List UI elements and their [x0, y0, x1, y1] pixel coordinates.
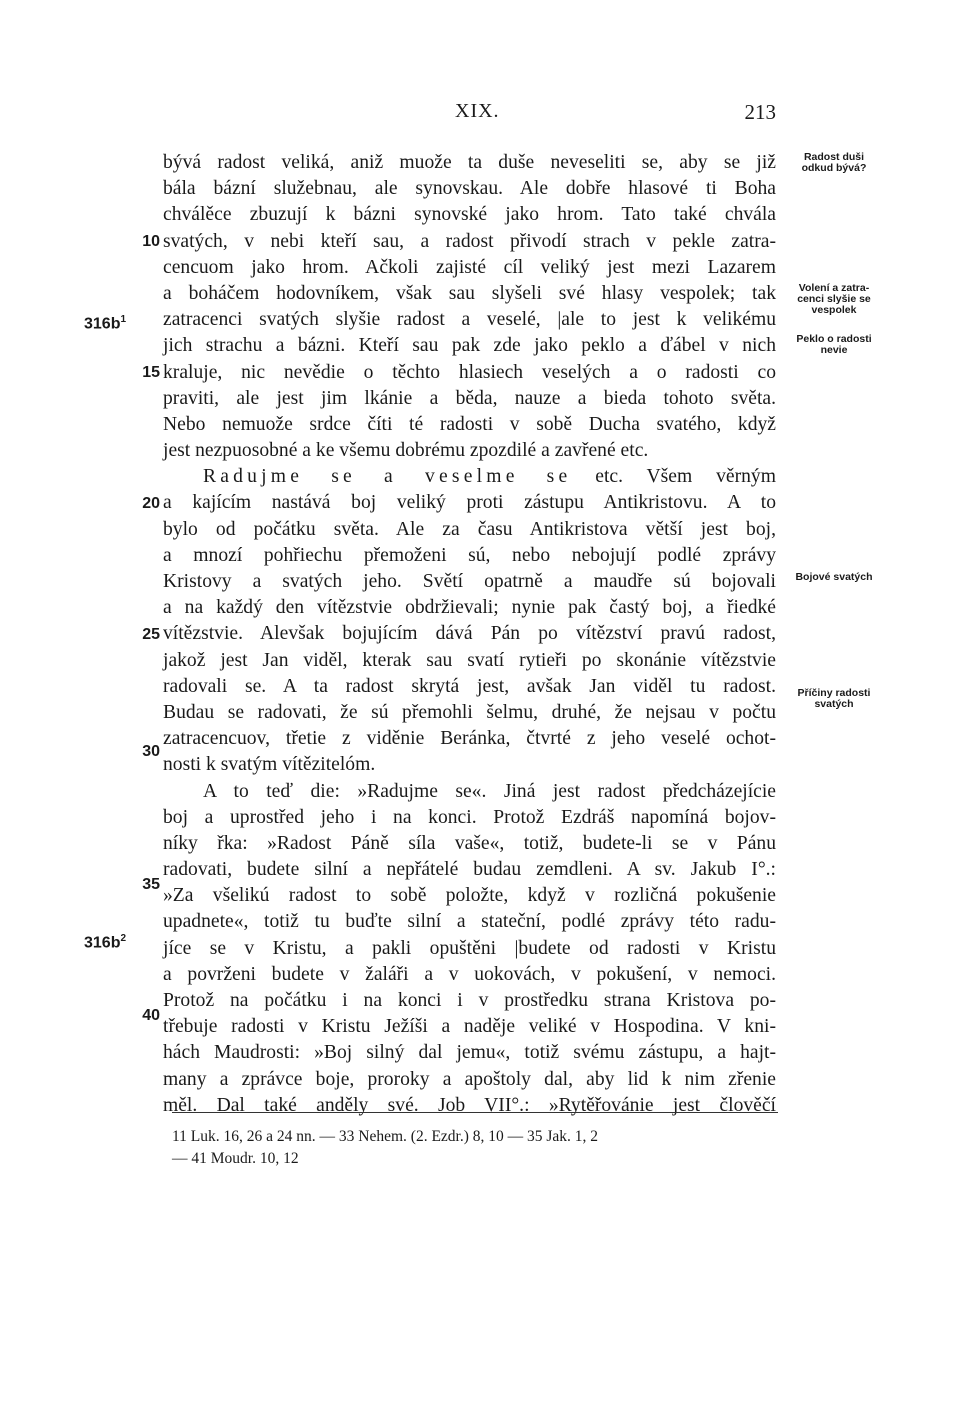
marginal-note: [784, 283, 884, 316]
text-line: many a zprávce boje, proroky a apoštoly dal, aby lid k nim zřenie: [163, 1068, 776, 1090]
text-line: měl. Dal také anděly své. Job VII°.: »Rytěřovánie jest člověčí: [163, 1094, 776, 1116]
text-line: a mnozí pohřiechu přemoženi sú, nebo nebojují podlé zprávy: [163, 544, 776, 566]
line-number: 35: [142, 875, 160, 893]
folio-marker: [84, 307, 126, 338]
folio-label: 316b: [84, 315, 121, 333]
text-line: cencuom jako hrom. Ačkoli zajisté cíl veliký jest mezi Lazarem: [163, 256, 776, 278]
text-line: třebuje radosti v Kristu Ježíši a naděje veliké v Hospodina. V kni-: [163, 1016, 776, 1038]
text-line: zatracenci svatých slyšie radost a veselé, |ale to jest k velikému: [163, 309, 776, 331]
line-number: 15: [142, 363, 160, 381]
marginal-line: Radost duši: [803, 151, 865, 163]
folio-marker: [84, 926, 126, 957]
text-line: radovali se. A ta radost skrytá jest, avšak Jan viděl tu radost.: [163, 675, 776, 697]
footnotes: [172, 1126, 782, 1170]
text-line: a na každý den vítězstvie obdržievali; nynie pak častý boj, a řiedké: [163, 597, 776, 619]
line-number: 30: [142, 742, 160, 760]
text-line: a povrženi budete v žaláři a v uokovách, v pokušení, v nemoci.: [163, 963, 776, 985]
marginal-line: odkud bývá?: [801, 162, 867, 174]
chapter-title: XIX.: [455, 100, 500, 122]
folio-sup: 2: [120, 933, 127, 944]
text-line: radovati, budete silní a nepřátelé budau zemdleni. A sv. Jakub I°.:: [163, 859, 776, 881]
text-line: kraluje, nic nevědie o těchto hlasiech veselých a o radosti co: [163, 361, 776, 383]
text-line: chválěce zbuzují k bázni synovské jako hrom. Tato také chvála: [163, 204, 776, 226]
main-text: [163, 150, 776, 1119]
page-number: 213: [744, 100, 776, 124]
line-number: 25: [142, 625, 160, 643]
text-line: jich strachu a bázni. Kteří sau pak zde jako peklo a ďábel v nich: [163, 335, 776, 357]
text-line: Kristovy a svatých jeho. Světí opatrně a maudře sú bojovali: [163, 571, 776, 592]
text-line: nosti k svatým vítězitelóm.: [163, 754, 376, 776]
marginal-note: [784, 572, 884, 583]
folio-sup: 1: [120, 314, 127, 325]
text-line: praviti, ale jest jim lkánie a běda, nauze a bieda tohoto světa.: [163, 387, 776, 409]
text-line: Budau se radovati, že sú přemohli šelmu, druhé, že nejsau v počtu: [163, 701, 776, 723]
marginal-line: Příčiny radosti: [797, 687, 871, 699]
marginal-note: [784, 334, 884, 356]
text-line: bála bázní služebnau, ale synovskau. Ale dobře hlasové ti Boha: [163, 178, 776, 200]
text-line: boj a uprostřed jeho i na konci. Protož Ezdráš napomíná bojov-: [163, 806, 776, 828]
text-line: »Za všelikú radost to sobě položte, když v rozličná pokušenie: [163, 885, 776, 907]
text-line: Protož na počátku i na konci i v prostředku strana Kristova po-: [163, 990, 776, 1011]
marginal-line: cenci slyšie se: [797, 293, 871, 305]
text-line: hách Maudrosti: »Boj silný dal jemu«, totiž svému zástupu, a hajt-: [163, 1042, 776, 1064]
text-line: A to teď die: »Radujme se«. Jiná jest radost předcházejície: [203, 780, 776, 802]
line-number: 40: [142, 1006, 160, 1024]
text-line: jíce se v Kristu, a pakli opuštěni |budete od radosti v Kristu: [163, 937, 776, 959]
spaced-phrase: Radujme se a veselme se: [203, 466, 572, 488]
text-line: bývá radost veliká, aniž muože ta duše neveseliti se, aby se již: [163, 152, 776, 173]
line-number: 10: [142, 232, 160, 250]
text-line: jakož jest Jan viděl, kterak sau svatí rytieři po skonánie vítězstvie: [163, 649, 776, 671]
running-head: [163, 100, 776, 130]
footnote-line: 11 Luk. 16, 26 a 24 nn. — 33 Nehem. (2. Ezdr.) 8, 10 — 35 Jak. 1, 2: [172, 1128, 599, 1145]
line-number: 20: [142, 494, 160, 512]
marginal-line: Bojové svatých: [795, 571, 873, 583]
text-line: jest nezpuosobné a ke všemu dobrému zpozdilé a zavřené etc.: [163, 440, 649, 462]
text-line: níky řka: »Radost Páně síla vaše«, totiž, budete-li se v Pánu: [163, 832, 776, 854]
text-line: bylo od počátku světa. Ale za času Antikristova větší jest boj,: [163, 518, 776, 540]
text-line: vítězstvie. Alevšak bojujícím dává Pán po vítězství pravú radost,: [163, 623, 776, 645]
marginal-line: nevie: [820, 344, 848, 356]
marginal-line: vespolek: [811, 304, 857, 316]
spaced-rest: etc. Všem věrným: [571, 466, 776, 488]
footnote-line: — 41 Moudr. 10, 12: [172, 1150, 299, 1167]
marginal-note: [784, 152, 884, 174]
text-line: Nebo nemuože srdce číti té radosti v sobě Ducha svatého, když: [163, 413, 776, 435]
marginal-line: svatých: [814, 698, 854, 710]
marginal-line: Volení a zatra-: [798, 282, 870, 294]
footnote-rule: [172, 1112, 778, 1113]
text-line: svatých, v nebi kteří sau, a radost přivodí strach v pekle zatra-: [163, 230, 776, 252]
marginal-note: [784, 688, 884, 710]
text-line: a kajícím nastává boj veliký proti zástupu Antikristovu. A to: [163, 492, 776, 514]
text-line: zatracencuov, třetie z viděnie Beránka, čtvrté z jeho veselé ochot-: [163, 728, 776, 750]
text-line: upadnete«, totiž tu buďte silní a stateční, podlé zprávy této radu-: [163, 911, 776, 933]
text-line-spaced: [163, 464, 776, 490]
text-line: a boháčem hodovníkem, však sau slyšeli své hlasy vespolek; tak: [163, 282, 776, 304]
folio-label: 316b: [84, 934, 121, 952]
marginal-line: Peklo o radosti: [796, 333, 872, 345]
